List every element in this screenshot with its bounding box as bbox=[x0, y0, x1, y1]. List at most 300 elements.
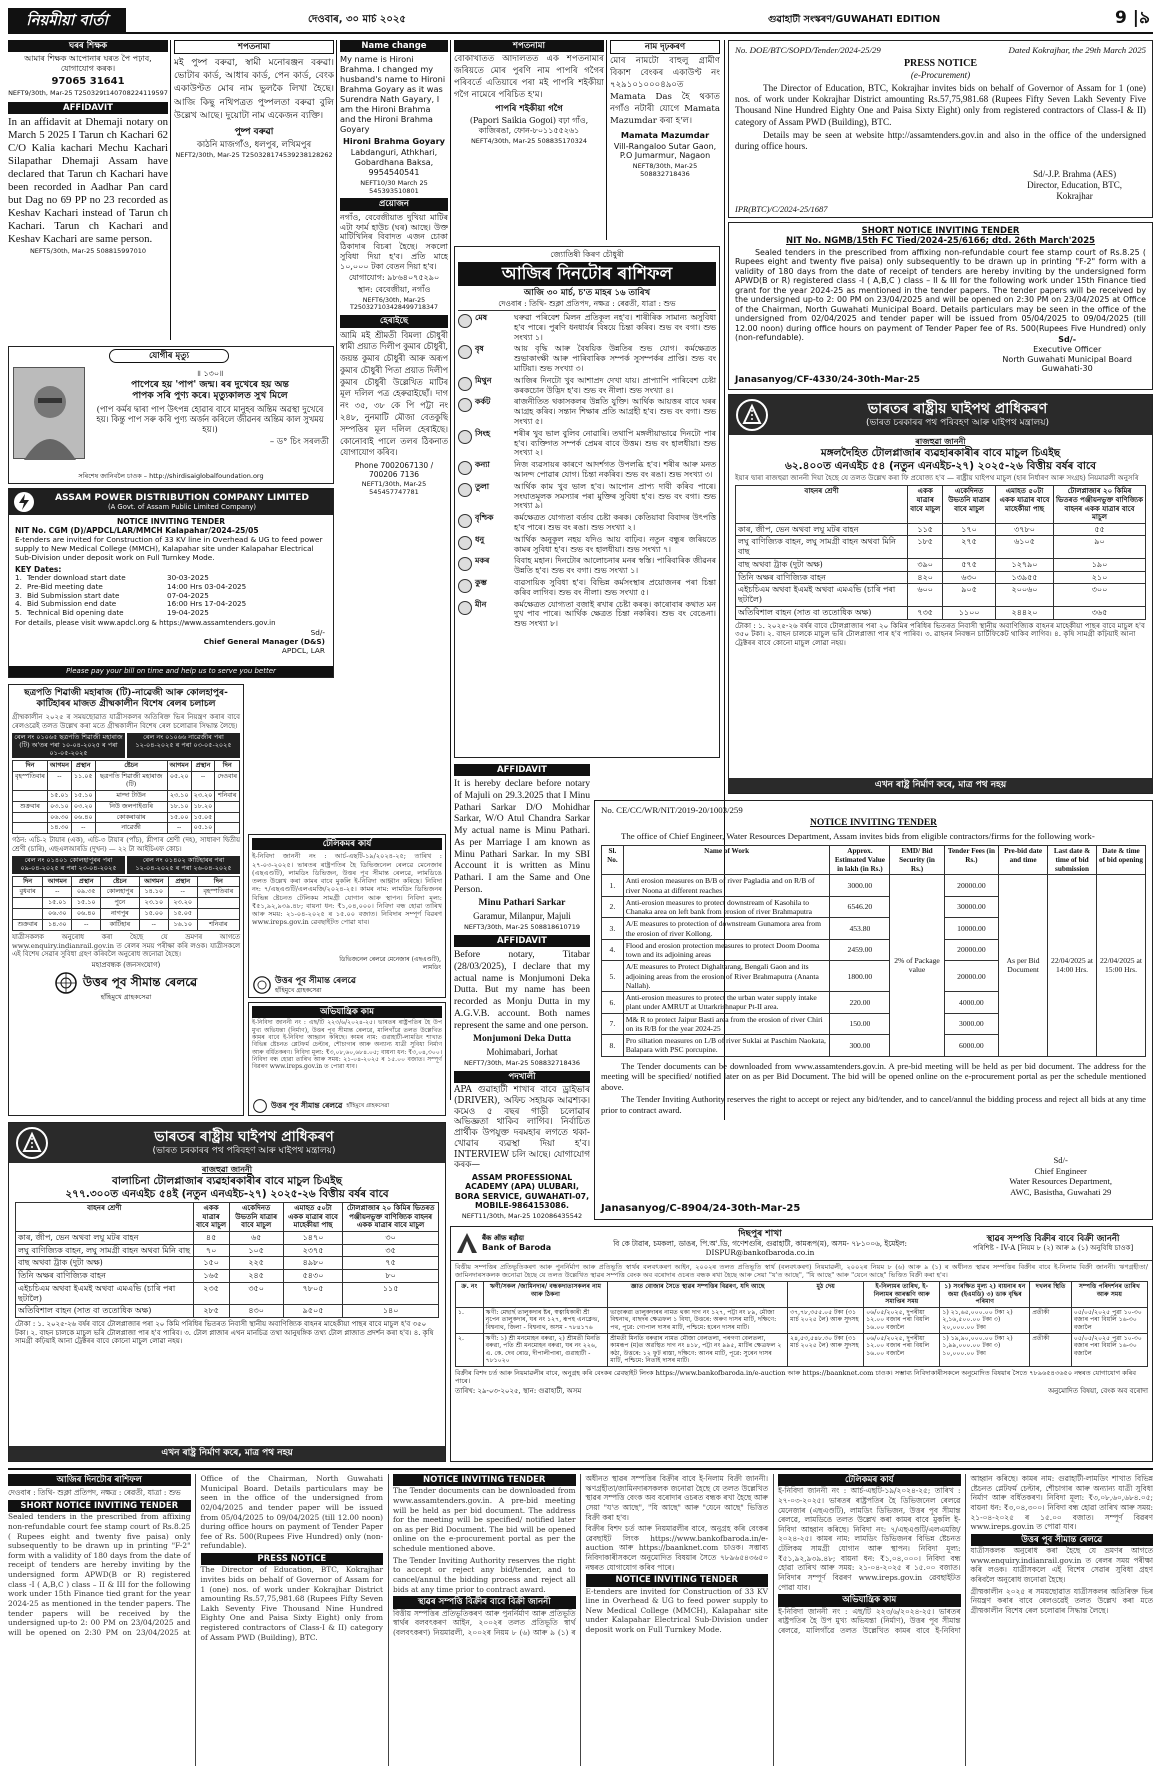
press-notice-number: No. DOE/BTC/SOPD/Tender/2024-25/29 bbox=[735, 45, 881, 55]
serial-cell: 5. bbox=[602, 961, 624, 992]
work-name-cell: A/E measures to Protect Dighaltarang, Bengali Gaon and its adjoining areas from the erosion of River Brahmaputra (Ananta Nallah). bbox=[623, 961, 830, 992]
table-cell: অতিবিশাল বাহন (সাত বা ততোধিক অক্ষ) bbox=[736, 606, 908, 619]
apdcl-key-dates: KEY Dates: bbox=[15, 564, 62, 574]
tender-fee-cell: 20000.00 bbox=[944, 875, 998, 897]
classified-col-4 bbox=[454, 40, 604, 240]
table-cell: কোলহাপুৰ bbox=[101, 887, 140, 898]
table-cell: ২৮৫ bbox=[193, 1305, 229, 1318]
horoscope-entry bbox=[458, 313, 716, 342]
bank-intro: বিত্তীয় সম্পত্তিৰ প্ৰতিভূতিকৰণ আৰু পুনৰ্নিৰ্মাণ আৰু প্ৰতিভূতি স্বাৰ্থৰ বলবৎকৰণ আইন, ২০০২ৰ তলত প্ৰতিভূতি স্বাৰ্থ (বলবৎকৰণ) নিয়মাৱলী, ২০০২ৰ নিয়ম ৮ (৬) আৰু ৯ (১) ৰ অধীনত স্থাৱৰ সম্পত্তিৰ বিক্ৰীৰ বাবে ই-নিলাম বিক্ৰী জাননী। ঋণগ্ৰহীতা/জামিনদাৰসকলক জনোৱা হৈছে যে তলত উল্লেখিত স্থাৱৰ সম্পত্তি বেংক অব বৰোদাৰ ওচৰত বন্ধক ৰখা হৈছে আৰু সেয়া "য'ত আছে", "যি আছে" আৰু "যেনে আছে" ভিত্তিত বিক্ৰী কৰা হ'ব। bbox=[455, 1262, 1148, 1279]
wrd-paragraph-2: The Tender Inviting Authority reserves the right to accept or reject any bid/tender, and to cancel/annul the bidding process and reject all bids at any time prior to contract award. bbox=[601, 1094, 1146, 1115]
table-cell: ৩৭,৭৮,৩৫৫.০৫ টকা (৩১ মাৰ্চ ২০২৫ লৈ) আৰু সুদসহ bbox=[788, 1307, 864, 1333]
table-header: মুঠ দেয় bbox=[788, 1282, 864, 1308]
affidavit-text: It is hereby declare before notary of Majuli on 29.3.2025 that I Minu Pathari Sarkar D/O Mohidhar Sarkar, W/O Atul Chandra Sarkar My actual name is Minu Pathari. As per Marriage I am known as Minu Pathari Sarkar. In my SBI Account it is written as Minu Pathari. I am the Same and One Person. bbox=[454, 778, 590, 895]
affidavit-name: Monjumoni Deka Dutta bbox=[472, 1033, 572, 1045]
table-cell: তিনি অক্ষৰ বাণিজ্যিক বাহন bbox=[16, 1270, 194, 1283]
table-cell: ০৫.২০ bbox=[167, 772, 191, 791]
key-date-index: 2. bbox=[15, 581, 22, 591]
zodiac-name: মেষ bbox=[475, 313, 487, 323]
table-header: এমাহত ৫০টা একক যাত্ৰাৰ বাবে মাহেকীয়া পাছ bbox=[996, 486, 1054, 523]
table-cell: ২২৫ bbox=[229, 1257, 283, 1270]
bottom-bank-foot: বিক্ৰীৰ বিশদ চৰ্ত আৰু নিয়মাৱলীৰ বাবে, অনুগ্ৰহ কৰি বেংকৰ ৱেবছাইট লিংক https://www.bankofbaroda.in/e-auction আৰু https://baanknet.com চাওক। সম্ভাব্য নিবিদাকাৰীসকলে অনুমোদিত বিষয়াৰ সৈতে ৭৮৯৬৫৪৩৬৫০ নম্বৰত যোগাযোগ কৰিব পাৰে। bbox=[585, 1524, 768, 1572]
oath-name: পাপৰি শইকীয়া গগৈ bbox=[495, 103, 563, 114]
need-phone: যোগাযোগ: ৯৮৬৪০৭৫২৯০ bbox=[348, 273, 440, 283]
table-row bbox=[736, 558, 1146, 571]
table-header: প্ৰস্থান bbox=[191, 761, 215, 772]
table-cell: -- bbox=[191, 772, 215, 791]
estimate-cell: 1800.00 bbox=[830, 961, 890, 992]
press-notice-signatory: Sd/-J.P. Brahma (AES) bbox=[1033, 169, 1117, 179]
table-header: Date & time of bid opening bbox=[1097, 846, 1146, 875]
table-cell: ১) ১৯,৯০,০০০.০০ টকা ২) ১,৯৯,০০০.০০ টকা ৩) ১০,০০০.০০ টকা bbox=[940, 1333, 1030, 1366]
railway-telecom-tender bbox=[248, 834, 446, 998]
affidavit-text: Before notary, Titabar (28/03/2025), I declare that my actual name is Monjumoni Deka Dutta. But my name has been recorded as Monju Dutta in my A.G.V.B. account. Both names represent the same and one person. bbox=[454, 949, 590, 1031]
rail-tagline: হাঁহিমুখে গ্ৰাহকসেৱা bbox=[100, 992, 152, 1001]
name-change-address: Labdanguri, Athkhari, Gobardhana Baksa, 9954540541 bbox=[350, 148, 438, 177]
train-header: ৰেল নং ০১০৬৬ নাৱেজীৰ পৰা ১২-০৪-২০২৫ ৰ পৰা ০৩-০৫-২০২৫ bbox=[127, 733, 240, 759]
wrd-ref: Janasanyog/C-8904/24-30th-Mar-25 bbox=[601, 1202, 801, 1214]
table-header: বাহনৰ শ্ৰেণী bbox=[736, 486, 908, 523]
zodiac-name: সিংহ bbox=[475, 428, 491, 438]
table-cell: নাগপুৰ bbox=[101, 909, 140, 920]
table-cell: ১৮.১০ bbox=[167, 801, 191, 812]
zodiac-icon bbox=[458, 557, 472, 571]
oath-ref: NEFT2/30th, Mar-25 T250328174539238128262 bbox=[175, 150, 333, 159]
apdcl-designation: Chief General Manager (D&S) bbox=[203, 636, 325, 646]
table-cell: বাছ অথবা ট্ৰাক (দুটা অক্ষ) bbox=[16, 1257, 194, 1270]
table-header: আগমন bbox=[167, 761, 191, 772]
table-cell: ২. bbox=[456, 1333, 484, 1366]
bottom-tender-heading: SHORT NOTICE INVITING TENDER bbox=[8, 1500, 191, 1512]
need-text: নগাঁও, বেবেজীয়াত দুখিয়া মাটিৰ এটা ফাৰ্ম হাউচ (ঘৰ) আছে। উক্ত মাটিখিনিৰ বিবাদত এজন চোকা ঠিকাদাৰ বিচৰা হৈছে। সকলো সুবিধা দিয়া হ'ব। প্ৰতি মাহে ১০,০০০ টকা বেতন দিয়া হ'ব। bbox=[340, 212, 448, 271]
apdcl-nit: NOTICE INVITING TENDER bbox=[116, 517, 226, 526]
horoscope-entry bbox=[458, 578, 716, 598]
name-confirm-ref: NEFT8/30th, Mar-25 508832718436 bbox=[632, 162, 698, 178]
work-name-cell: Flood and erosion protection measures to protect Doom Dooma town and its adjoining areas bbox=[623, 939, 830, 961]
wrd-tender-table bbox=[601, 845, 1146, 1057]
toll-rate-table bbox=[15, 1202, 439, 1318]
table-row bbox=[16, 1305, 439, 1318]
oath-text: বোকাখাতত আদালতত এক শপতনামাৰ জৰিয়তে মোৰ পুৰণি নাম পাপৰি গগৈৰ পৰিবৰ্তে এতিয়াৰে পৰা মই পাপৰি শইকীয়া গগৈ নামেৰে পৰিচিত হ'ম। bbox=[454, 54, 604, 100]
table-header: দিন bbox=[215, 761, 240, 772]
key-date-value: 16:00 Hrs 17-04-2025 bbox=[167, 599, 247, 609]
table-cell: ০৬.৪০ bbox=[72, 909, 101, 920]
table-header: ক্ৰ. নং bbox=[456, 1282, 484, 1308]
table-cell: ১৫.০০ bbox=[167, 812, 191, 823]
bottom-apdcl-heading: NOTICE INVITING TENDER bbox=[586, 1574, 769, 1586]
nhai-footer: এখন ৰাষ্ট্ৰ নিৰ্মাণ কৰে, মাত্ৰ পথ নহয় bbox=[9, 1446, 445, 1461]
table-cell: কাৰ, জীপ, ভেন অথবা লঘু মটৰ বাহন bbox=[736, 523, 908, 536]
rail-notice-title: ছত্ৰপতি শিৱাজী মহাৰাজ (টি)-নাৱেজী আৰু কোলহাপুৰ-কাটিহাৰৰ মাজত গ্ৰীষ্মকালীন বিশেষ ৰেলৰ চলাচল bbox=[24, 688, 228, 710]
short-notice-number: NIT No. NGMB/15th FC Tied/2024-25/6166; dtd. 26th March'2025 bbox=[785, 236, 1096, 247]
horoscope-kicker: জ্যোতিষী কিৰণ চৌধুৰী bbox=[550, 250, 624, 259]
emd-cell: 2% of Package value bbox=[890, 875, 944, 1056]
key-date-value: 14:00 Hrs 03-04-2025 bbox=[167, 581, 247, 591]
bottom-bank-text: বিত্তীয় সম্পত্তিৰ প্ৰতিভূতিকৰণ আৰু পুনৰ্নিৰ্মাণ আৰু প্ৰতিভূতি স্বাৰ্থৰ বলবৎকৰণ আইন, ২০০২ৰ তলত প্ৰতিভূতি স্বাৰ্থ (বলবৎকৰণ) নিয়মাৱলী, ২০০২ৰ নিয়ম ৮ (৬) আৰু ৯ (১) ৰ অধীনত স্থাৱৰ সম্পত্তিৰ বিক্ৰীৰ বাবে ই-নিলাম বিক্ৰী জাননী। ঋণগ্ৰহীতা/জামিনদাৰসকলক জনোৱা হৈছে যে তলত উল্লেখিত স্থাৱৰ সম্পত্তি বেংক অব বৰোদাৰ ওচৰত বন্ধক ৰখা হৈছে আৰু সেয়া "য'ত আছে", "যি আছে" আৰু "যেনে আছে" ভিত্তিত বিক্ৰী কৰা হ'ব। bbox=[393, 1474, 768, 1637]
affidavit-ref: NEFT5/30th, Mar-25 508815997010 bbox=[29, 246, 147, 255]
short-notice-sd: Sd/- bbox=[1058, 335, 1077, 344]
serial-cell: 1. bbox=[602, 875, 624, 897]
table-header: ষ্টেচন bbox=[95, 761, 167, 772]
key-date-label: Pre-Bid meeting date bbox=[27, 581, 103, 591]
table-cell bbox=[13, 790, 48, 801]
table-cell: বৃহস্পতিবাৰ bbox=[197, 887, 239, 898]
tender-fee-cell: 30000.00 bbox=[944, 896, 998, 918]
table-cell: মাল্দা টাউন bbox=[95, 790, 167, 801]
affidavit-ref: NEFT7/30th, Mar-25 508832718436 bbox=[463, 1058, 581, 1067]
zodiac-name: ধনু bbox=[475, 534, 485, 544]
table-cell: ৯৫০৫ bbox=[283, 1305, 343, 1318]
wrd-department: Water Resources Department, bbox=[1009, 1176, 1112, 1187]
table-row bbox=[13, 801, 240, 812]
table-row bbox=[16, 1270, 439, 1283]
horoscope-entry bbox=[458, 482, 716, 511]
table-header: প্ৰস্থান bbox=[71, 761, 95, 772]
key-date-value: 19-04-2025 bbox=[167, 608, 209, 618]
railway-logo-icon bbox=[253, 1099, 267, 1113]
wrd-notice-title: NOTICE INVITING TENDER bbox=[809, 817, 938, 828]
table-cell: ১৬.১০ bbox=[168, 919, 197, 930]
estimate-cell: 300.00 bbox=[830, 1035, 890, 1057]
table-header: EMD/ Bid Security (in Rs.) bbox=[890, 846, 944, 875]
estimate-cell: 220.00 bbox=[830, 992, 890, 1014]
table-cell: লঘু বাণিজ্যিক বাহন, লঘু সামগ্ৰী বাহন অথবা মিনি বাছ bbox=[736, 536, 908, 559]
ad-text: আমাৰ শিক্ষক আপোনাৰ ঘৰত পৈ পঢ়াব, যোগাযোগ কৰক। bbox=[24, 54, 152, 74]
table-cell: ১৫০ bbox=[193, 1257, 229, 1270]
key-date-row bbox=[15, 609, 327, 618]
affidavit-name: Minu Pathari Sarkar bbox=[478, 897, 566, 909]
zodiac-icon bbox=[458, 536, 472, 550]
table-cell: ২৩৭৫ bbox=[283, 1244, 343, 1257]
table-cell: ১৫.০৫ bbox=[168, 909, 197, 920]
table-cell: ০৬/০৫/২০২৫, দুপৰীয়া ১২.০০ বজাৰ পৰা বিয়লি ১৬.০০ বজালৈ bbox=[864, 1307, 940, 1333]
key-date-value: 30-03-2025 bbox=[167, 573, 209, 583]
bottom-wrd-text: The Tender documents can be downloaded from www.assamtenders.gov.in. A pre-bid meeting will be held as per bid document. The address for the meeting will be specified/ notified later on as per Bid Document. The bid will be opened online on the e-procurement portal as per the schedule mentioned above. bbox=[393, 1486, 576, 1554]
nhai-kicker: ৰাজহুৱা জাননী bbox=[915, 436, 966, 446]
portrait-photo bbox=[13, 367, 85, 459]
key-date-index: 4. bbox=[15, 599, 22, 609]
press-notice-place: Kokrajhar bbox=[1056, 190, 1093, 201]
zodiac-name: কুম্ভ bbox=[475, 578, 487, 588]
verse-author: – ড° চিং সৰলতী bbox=[269, 436, 329, 447]
zodiac-icon bbox=[458, 514, 472, 528]
table-cell: ছত্ৰপতি শিৱাজী মহাৰাজ (টি) bbox=[95, 772, 167, 791]
table-cell: ৯০৫ bbox=[943, 584, 996, 607]
table-cell: প্ৰতীকী bbox=[1030, 1333, 1072, 1366]
serial-cell: 2. bbox=[602, 896, 624, 918]
wrd-designation: Chief Engineer bbox=[1034, 1165, 1087, 1176]
lost-doc-heading: হেৰাইছে bbox=[340, 315, 448, 327]
ad-ref: NEFT9/30th, Mar-25 T250329t140708224119597 bbox=[8, 89, 168, 98]
apdcl-date-list bbox=[15, 574, 327, 618]
zodiac-name: বৃশ্চিক bbox=[475, 513, 494, 523]
affidavit-address: Garamur, Milanpur, Majuli bbox=[473, 911, 571, 922]
nhai-logo-icon bbox=[735, 398, 769, 432]
rail-body: যাত্ৰীসকলক অনুৰোধ কৰা হৈছে যে ভ্ৰমণৰ আগতে www.enquiry.indianrail.gov.in ত ৰেলৰ সময় পৰীক্ষা কৰি লওক। যাত্ৰীসকলে এই বিশেষ সেৱাৰ সুবিধা গ্ৰহণ কৰিবলৈ অনুৰোধ জনোৱা হৈছে। bbox=[12, 932, 240, 959]
table-header: টোলপ্লাজাৰ ২০ কিমিৰ ভিতৰত পঞ্জীয়নভুক্ত বাণিজ্যিক বাহনৰ একক যাত্ৰাৰ বাবে মাচুল bbox=[343, 1203, 439, 1232]
zodiac-name: কন্যা bbox=[475, 460, 490, 470]
verse-meaning: (পাপ কৰ্মৰ দ্বাৰা পাপ উৎপন্ন হোৱাৰ বাবে মানুহৰ অন্তিম অৱস্থা দুখেৰে হয়। কিন্তু পাপ সৰু কৰি পুণ্য অৰ্জন কৰিলে জীৱনৰ অন্তিম কাল সুখময় হয়।) bbox=[96, 404, 324, 435]
table-header: Sl. No. bbox=[602, 846, 624, 875]
table-cell: ১৪.৩০ bbox=[47, 823, 71, 834]
table-header: এমাহত ৫০টা একক যাত্ৰাৰ বাবে মাহেকীয়া পাছ bbox=[283, 1203, 343, 1232]
table-cell: ৩০ bbox=[343, 1231, 439, 1244]
key-date-index: 1. bbox=[15, 573, 22, 583]
table-row bbox=[13, 812, 240, 823]
table-header: ষ্টেচন bbox=[101, 876, 140, 887]
rail-notice-intro: গ্ৰীষ্মকালীন ২০২৫ ৰ সময়ছোৱাত যাত্ৰীসকলৰ অতিৰিক্ত ভিৰ নিয়ন্ত্ৰণ কৰাৰ বাবে ৰেলওৱেই তলত উল্লেখ কৰা মতে গ্ৰীষ্মকালীন বিশেষ ৰেল চলোৱাৰ সিদ্ধান্ত লৈছে। bbox=[12, 712, 240, 730]
bank-branch: দিছপুৰ শাখা bbox=[738, 1229, 782, 1239]
serial-cell: 3. bbox=[602, 918, 624, 940]
table-header: ঋণী/সকল /জামিনদাৰ/ বন্ধকদাতাসকলৰ নাম আৰু ঠিকনা bbox=[483, 1282, 608, 1308]
table-header: দিন bbox=[13, 761, 48, 772]
apdcl-logo-icon bbox=[13, 491, 35, 513]
verse-line-2: পাপক সৰি পুণ্য কৰে। মৃত্যুকালত সুখ মিলে bbox=[132, 389, 288, 401]
table-cell: ১৫.০১ bbox=[47, 790, 71, 801]
table-cell: প্ৰতীকী bbox=[1030, 1307, 1072, 1333]
key-date-label: Technical Bid opening date bbox=[27, 608, 124, 618]
table-cell: -- bbox=[168, 887, 197, 898]
table-cell: ২৩.১০ bbox=[139, 898, 168, 909]
table-cell: শনিবাৰ bbox=[215, 790, 240, 801]
table-header: আগমন bbox=[43, 876, 72, 887]
table-cell: ১১.০৫ bbox=[71, 772, 95, 791]
nhai-headline-2: ৬২.৪০০ত এনএইচ ৫৪ (নতুন এনএইচ-২৭) ২০২৫-২৬ বিত্তীয় বৰ্ষৰ বাবে bbox=[785, 459, 1096, 472]
table-row bbox=[736, 584, 1146, 607]
wrd-paragraph-1: The Tender documents can be downloaded from www.assamtenders.gov.in. A pre-bid meeting will be held as per bid document. The address for the meeting will be specified/ notified later on as per Bid Document. The bid will be opened online on the e-procurement portal as per the schedule mentioned above. bbox=[601, 1060, 1146, 1092]
table-cell: ৩৬৫ bbox=[1054, 606, 1146, 619]
rail-office: মহাপ্ৰবন্ধক (জনসংযোগ) bbox=[91, 961, 161, 970]
table-cell: -- bbox=[43, 887, 72, 898]
table-cell: ৩৫০ bbox=[229, 1282, 283, 1305]
zodiac-text: কৰ্মক্ষেত্ৰত যোগ্যতা বৰ্তাব চেষ্টা কৰক। কেতিয়াবা বিবাদৰ উৎপত্তি হ'ব পাৰে। শুভ বং ৰঙা। শুভ সংখ্যা ২। bbox=[514, 513, 716, 533]
job-address: ASSAM PROFESSIONAL ACADEMY (APA) ULUBARI, BORA SERVICE, GUWAHATI-07, MOBILE-9864153086. bbox=[454, 1172, 590, 1211]
telecom-office: ডিভিজনেল ৰেলৱে মেনেজাৰ (এছএণ্ডটি), লামডিং bbox=[339, 956, 441, 971]
oath-heading: শপতনামা bbox=[174, 40, 334, 54]
table-cell: ১৮.২০ bbox=[191, 801, 215, 812]
horoscope-title: আজিৰ দিনটোৰ ৰাশিফল bbox=[458, 262, 716, 287]
railway-logo-icon bbox=[55, 972, 77, 994]
telecom-body: ই-নিবিদা জাননী নং : আৰ্চ-এছটি-১৯/২০২৪-২৫; তাৰিখ : ২৭-০৩-২০২৫। ভাৰতৰ ৰাষ্ট্ৰপতিৰ হৈ ডিভিজনেল ৰেলৱে মেনেজাৰ (এছএণ্ডটি), লামডিং ডিভিজন, উত্তৰ পূব সীমান্ত ৰেলৱে, লামডিঙে তলত উল্লেখ কৰা কামৰ বাবে মুকলি ই-নিবিদা আহ্বান কৰিছে। নিবিদা নং: ৭/এছএণ্ডটি/এলএমজি/২০২৪-২৫। কামৰ নাম: লামডিং ডিভিজনৰ বিভিন্ন ষ্টেচনত টেলিকম সামগ্ৰী যোগান আৰু স্থাপন। নিবিদা মূল্য: ₹৫১,৯২,৯৩৯.৪৮; বায়না ধন: ₹১,০৪,০০০। নিবিদা বন্ধ হোৱা তাৰিখ আৰু সময়: ২১-০৪-২০২৫ ৰ ১৫.০০ বজাত। নিবিদাৰ সম্পূৰ্ণ বিৱৰণ www.ireps.gov.in ৱেবছাইটত পোৱা যাব। bbox=[252, 852, 442, 927]
table-cell: ৪৯৮০ bbox=[283, 1257, 343, 1270]
table-cell: ০৫/০৫/২০২৫ পুৱা ১০-৩০ বজাৰ পৰা বিয়লি ১৬-৩০ বজালৈ bbox=[1071, 1333, 1147, 1366]
table-cell: এইচচিএম অথবা ইএমই অথবা এমএভি (চাৰি পৰা ছটালৈ) bbox=[736, 584, 908, 607]
bank-brand: Bank of Baroda bbox=[482, 1242, 552, 1252]
bottom-tender-text: Sealed tenders in the prescribed from affixing non-refundable court fee stamp court of Rs.8.25 ( Rupees eight and twenty five paisa) only subsequently to be drawn up in printing "F-2" form with a validity of 180 days from the date of receipt of tenders are hereby inviting by the undersigned form APWD(B or R) registered class -I ( A,B,C ) class – II & III for the following work under 15th Finance tied grant for the year 2024-25 as mentioned in the tender papers. The tender papers will be received by the undersigned up-to 2: 00 PM on 23/04/2025 and will be opened on 2:30 PM on 23/04/2025 at Office of the Chairman, North Guwahati Municipal Board. Details particulars may be seen in the office of the undersigned from 02/04/2025 and tender paper will be issued from 05/04/2025 to 09/04/2025 (till 12.00 noon) during office hours on payment of Tender Paper fee of Rs. 500(Rupees Five Hundred) only (non-refundable). bbox=[8, 1474, 383, 1637]
name-change-name: Hironi Brahma Goyary bbox=[343, 136, 445, 147]
nhai-headline: বালাচিনা টোলপ্লাজাৰ ব্যৱহাৰকাৰীৰ বাবে মাচুল চিএইছ bbox=[112, 1174, 342, 1187]
zodiac-icon bbox=[458, 461, 472, 475]
lost-doc-phone: Phone 7002067130 / 700206 7136 bbox=[354, 461, 434, 480]
table-cell: ২৪৫ bbox=[229, 1270, 283, 1283]
wrd-sd: Sd/- bbox=[1053, 1155, 1068, 1166]
wrd-address: AWC, Basistha, Guwahati 29 bbox=[1010, 1186, 1112, 1197]
engineering-brand: উত্তৰ পূব সীমান্ত ৰেলৱে bbox=[271, 1101, 343, 1111]
name-change-text: My name is Hironi Brahma. I changed my husband's name to Hironi Brahma Goyary as it was Surendra Nath Gayary, I am the Hironi Brahma and the Hironi Brahma Goyary bbox=[340, 54, 446, 135]
table-cell: ১০৫ bbox=[229, 1244, 283, 1257]
bank-footer: বিক্ৰীৰ বিশদ চৰ্ত আৰু নিয়মাৱলীৰ বাবে, অনুগ্ৰহ কৰি বেংকৰ ৱেবছাইট লিংক https://www.bankofbaroda.in/e-auction আৰু https://baanknet.com চাওক। সম্ভাব্য নিবিদাকাৰীসকলে অনুমোদিত বিষয়াৰ সৈতে ৭৮৯৬৫৪৩৬৫০ নম্বৰত যোগাযোগ কৰিব পাৰে। bbox=[455, 1368, 1137, 1385]
affidavit-address: Mohimabari, Jorhat bbox=[486, 1046, 558, 1057]
table-row bbox=[456, 1333, 1148, 1366]
name-confirm-name: Mamata Mazumdar bbox=[620, 129, 710, 140]
table-cell: ৭৮০৫ bbox=[283, 1282, 343, 1305]
table-header: দিন bbox=[13, 876, 43, 887]
page-number: 9 |৯ bbox=[1115, 8, 1150, 28]
table-header: দিন bbox=[197, 876, 239, 887]
work-name-cell: Anti erosion measures on B/B of river Pagladia and on R/B of river Noona at different reaches bbox=[623, 875, 830, 897]
work-name-cell: Anti-erosion measures to protect the urban water supply intake plant under AMRUT at Uttarkrishnapur Pt-II area. bbox=[623, 992, 830, 1014]
table-cell bbox=[215, 801, 240, 812]
horoscope-entry bbox=[458, 429, 716, 458]
train-schedule-table bbox=[12, 876, 240, 931]
bottom-rail-notice-intro: গ্ৰীষ্মকালীন ২০২৫ ৰ সময়ছোৱাত যাত্ৰীসকলৰ অতিৰিক্ত ভিৰ নিয়ন্ত্ৰণ কৰাৰ বাবে ৰেলওৱেই তলত উল্লেখ কৰা মতে গ্ৰীষ্মকালীন বিশেষ ৰেল চলোৱাৰ সিদ্ধান্ত লৈছে। bbox=[970, 1586, 1153, 1615]
table-row bbox=[13, 823, 240, 834]
bottom-press-text: The Director of Education, BTC, Kokrajhar invites bids on behalf of Governor of Assam for 1 (one) nos. of work under Kokrajhar District amounting Rs.57,75,981.68 (Rupees Fifty Seven Lakh Seventy Five Thousand Nine Hundred Eighty One and Paisa Sixty Eight) only from registered contractors of Class-I & II) category of Assam PWD (Building), BTC. bbox=[200, 1565, 383, 1642]
newspaper-logo: নিয়মীয়া বাৰ্তা bbox=[8, 8, 126, 32]
table-cell: ১৩৯৫৫ bbox=[996, 571, 1054, 584]
table-header: একেদিনত উভতনি যাত্ৰাৰ বাবে মাচুল bbox=[229, 1203, 283, 1232]
table-cell: ভাড়াৰুৱা তালুকদাৰৰ নামত থকা দাগ নং ১২৭, পট্টা নং ৮৯, মৌজা বিশ্বনাথ, বাছদৰ ক্ষেত্ৰফল ১ বিঘা, উত্তৰে: অৰুণ দাসৰ মাটি, দক্ষিণে: পথ, পূৱে: গোপাল দাসৰ মাটি, পশ্চিমে: হৰেন দাসৰ মাটি। bbox=[608, 1307, 788, 1333]
zodiac-text: বিবাহ মহান। দিনটোৰ আলোচনাৰ মনৰ স্বস্তি। পাৰিবাৰিক জীৱনৰ উন্নতি হ'ব। শুভ বং বগা। শুভ সংখ্যা ১। bbox=[514, 556, 716, 576]
work-name-cell: Anti-erosion measures to protect downstream of Kasohila to Chanaka area on left bank from erosion of river Brahmaputra bbox=[623, 896, 830, 918]
oath-text: মই পুষ্প বৰুৱা, স্বামী মনোৰঞ্জন বৰুৱা। ভোটাৰ কাৰ্ড, আধাৰ কাৰ্ড, পেন কাৰ্ড, বেংক একাউণ্টত মোৰ নাম ভুলকৈ লিখা হৈছে। আজি কিছু নথিপত্ৰত পুষ্পলতা বৰুৱা বুলি উল্লেখ আছে। দুয়োটা নাম একেজন ব্যক্তি। bbox=[174, 58, 334, 121]
bottom-bank-heading: স্থাৱৰ সম্পত্তি বিক্ৰীৰ বাবে বিক্ৰী জাননী bbox=[393, 1596, 576, 1608]
affidavit-heading: AFFIDAVIT bbox=[454, 935, 590, 947]
table-cell: ৬৫ bbox=[229, 1231, 283, 1244]
horoscope-entry bbox=[458, 344, 716, 373]
table-cell: -- bbox=[139, 919, 168, 930]
tender-fee-cell: 3000.00 bbox=[944, 1013, 998, 1035]
wrd-intro: The office of Chief Engineer, Water Resources Department, Assam invites bids from eligible contractors/firms for the following work- bbox=[621, 831, 1095, 842]
table-header: Tender Fees (in Rs.) bbox=[944, 846, 998, 875]
table-row bbox=[16, 1231, 439, 1244]
table-header: একেদিনত উভতনি যাত্ৰাৰ বাবে মাচুল bbox=[943, 486, 996, 523]
short-notice-body: Sealed tenders in the prescribed from affixing non-refundable court fee stamp court of Rs.8.25 ( Rupees eight and twenty five paisa) only subsequently to be drawn up in printing "F-2" form with a validity of 180 days from the date of receipt of tenders are hereby inviting by the undersigned form APWD(B or R) registered class -I ( A,B,C ) class – II & III for the following work under 15th Finance tied grant for the year 2024-25 as mentioned in the tender papers. The tender papers will be received by the undersigned up-to 2: 00 PM on 23/04/2025 and will be opened on 2:30 PM on 23/04/2025 at Office of the Chairman, North Guwahati Municipal Board. Details particulars may be seen in the office of the undersigned from 02/04/2025 and tender paper will be issued from 05/04/2025 to 09/04/2025 (till 12.00 noon) during office hours on payment of Tender Paper fee of Rs. 500(Rupees Five Hundred) only (non-refundable). bbox=[735, 247, 1146, 343]
table-row bbox=[13, 772, 240, 791]
prebid-cell: As per Bid Document bbox=[999, 875, 1048, 1056]
name-confirm-address: Vill-Rangaloo Sutar Gaon, P.O Jumarmur, Nagaon bbox=[613, 141, 717, 161]
lost-doc-text: আমি মই শ্ৰীমতী বিমলা চৌধুৰী স্বামী প্ৰয়াত দিলীপ কুমাৰ চৌধুৰী, জয়ন্ত কুমাৰ চৌধুৰী আৰু অৰূপ কুমাৰ চৌধুৰী পিতা প্ৰয়াত দিলীপ কুমাৰ চৌধুৰী উল্লেখিত মাটিৰ মূল দলিল পত্ৰ হেৰুৱাইছোঁ। দাগ নং ৩৫, ৩৮ কে পি পট্টা নং ২৪৮, নুনমাটি মৌজা বেতকুছি সম্পত্তিৰ মূল দলিল হেৰাইছে। কোনোবাই পালে তলৰ ঠিকনাত যোগাযোগ কৰিব। bbox=[340, 329, 448, 458]
tender-fee-cell: 20000.00 bbox=[944, 939, 998, 961]
bottom-horoscope-recap: দেওবাৰ : তিথি- শুক্লা প্ৰতিপদ, নক্ষত্ৰ : ৰেৱতী, যাত্ৰা : শুভ bbox=[8, 1488, 181, 1498]
table-cell: ৩০০ bbox=[1054, 584, 1146, 607]
nhai-logo-icon bbox=[15, 1126, 49, 1160]
zodiac-text: আয় বৃদ্ধি আৰু বৈষয়িক উন্নতিৰ শুভ যোগ। কৰ্মক্ষেত্ৰত শুভাকাংক্ষী আৰু পাৰিবাৰিক সম্পৰ্ক সুসম্পৰ্কৰ প্ৰাপ্তি। শুভ বং মাটিয়া। শুভ সংখ্যা ৩। bbox=[514, 344, 716, 374]
table-row bbox=[13, 919, 240, 930]
nhai-title: ভাৰতৰ ৰাষ্ট্ৰীয় ঘাইপথ প্ৰাধিকৰণ bbox=[867, 400, 1048, 417]
table-cell: ২১০ bbox=[1054, 571, 1146, 584]
verse-line-1: পাপেৰে হয় 'পাপ' জন্ম। ৰৰ দুখেৰে হয় অন্ত bbox=[131, 378, 289, 390]
horoscope-date: আজি ৩০ মাৰ্চ, চ'ত মাহৰ ১৬ তাৰিখ bbox=[523, 288, 651, 299]
table-cell: নাৱেজী bbox=[95, 823, 167, 834]
short-notice-place: Guwahati-30 bbox=[1041, 364, 1093, 374]
bank-address: বি কে টাৱাৰ, চমকলা, ডাঙৰ, পি.অ'.ডি, গণেশগুৰি, গুৱাহাটী, কামৰূপ(ম), অসম- ৭৮১০০৬, ইমেইল: DISPUR@bankofbaroda.co.in bbox=[613, 1238, 907, 1257]
name-change-heading: Name change bbox=[340, 40, 448, 52]
table-cell: ০৬.৩০ bbox=[43, 909, 72, 920]
masthead bbox=[8, 8, 1153, 34]
estimate-cell: 6546.20 bbox=[830, 896, 890, 918]
table-cell: -- bbox=[71, 823, 95, 834]
table-cell: ০৩.২০ bbox=[71, 801, 95, 812]
short-notice-tender bbox=[728, 222, 1153, 390]
table-cell: ২৩৫ bbox=[193, 1282, 229, 1305]
table-cell: ১১০০ bbox=[943, 606, 996, 619]
short-notice-designation: Executive Officer bbox=[1033, 344, 1102, 354]
nhai-subtitle: (ভাৰত চৰকাৰৰ পথ পৰিবহণ আৰু ঘাইপথ মন্ত্ৰালয়) bbox=[152, 1146, 336, 1157]
work-name-cell: Pro siltation measures on L/B of river Suklai at Paschim Naokata, Balapara with PSC porcupine. bbox=[623, 1035, 830, 1057]
zodiac-text: কৰ্মক্ষেত্ৰত যোগ্যতা বজাই ৰখাৰ চেষ্টা কৰক। কাৰোবাৰ কথাত মন দুখ পাব পাৰে। আৰ্থিক ক্ষেত্ৰত চিন্তা নকৰিব। শুভ বং বেঙেনা। শুভ সংখ্যা ৮। bbox=[514, 599, 716, 629]
column-rule bbox=[606, 40, 607, 240]
table-cell: -- bbox=[47, 772, 71, 791]
table-cell: লঘু বাণিজ্যিক বাহন, লঘু সামগ্ৰী বাহন অথবা মিনি বাছ bbox=[16, 1244, 194, 1257]
bank-logo-icon bbox=[455, 1231, 479, 1255]
rail-brand: উত্তৰ পূব সীমান্ত ৰেলৱে bbox=[82, 975, 198, 990]
zodiac-name: মকৰ bbox=[475, 556, 490, 566]
zodiac-text: ঘৰুৱা পৰিবেশ মিলন প্ৰতিকূল নহ'ব। শাৰীৰিক সামান্য অসুবিধা হ'ব পাৰে। পুৰণি ধনধাৰ্যৰ বিষয়ে চিন্তা কৰিব। শুভ বং বগা। শুভ সংখ্যা ১। bbox=[514, 313, 716, 342]
bottom-rail-text: ই-নিবিদা জাননী নং : আৰ্চ-এছটি-১৯/২০২৪-২৫; তাৰিখ : ২৭-০৩-২০২৫। ভাৰতৰ ৰাষ্ট্ৰপতিৰ হৈ ডিভিজনেল ৰেলৱে মেনেজাৰ (এছএণ্ডটি), লামডিং ডিভিজন, উত্তৰ পূব সীমান্ত ৰেলৱে, লামডিঙে তলত উল্লেখ কৰা কামৰ বাবে মুকলি ই-নিবিদা আহ্বান কৰিছে। নিবিদা নং: ৭/এছএণ্ডটি/এলএমজি/২০২৪-২৫। কামৰ নাম: লামডিং ডিভিজনৰ বিভিন্ন ষ্টেচনত টেলিকম সামগ্ৰী যোগান আৰু স্থাপন। নিবিদা মূল্য: ₹৫১,৯২,৯৩৯.৪৮; বায়না ধন: ₹১,০৪,০০০। নিবিদা বন্ধ হোৱা তাৰিখ আৰু সময়: ২১-০৪-২০২৫ ৰ ১৫.০০ বজাত। নিবিদাৰ সম্পূৰ্ণ বিৱৰণ www.ireps.gov.in ৱেবছাইটত পোৱা যাব। bbox=[778, 1486, 961, 1592]
apdcl-sd: Sd/- bbox=[310, 628, 325, 637]
table-cell bbox=[13, 898, 43, 909]
nhai-title: ভাৰতৰ ৰাষ্ট্ৰীয় ঘাইপথ প্ৰাধিকৰণ bbox=[154, 1128, 334, 1145]
table-cell: ৭৫ bbox=[343, 1257, 439, 1270]
serial-cell: 8. bbox=[602, 1035, 624, 1057]
oath-name: পুষ্প বৰুৱা bbox=[234, 126, 274, 137]
table-cell bbox=[197, 898, 239, 909]
tender-fee-cell: 4000.00 bbox=[944, 992, 998, 1014]
zodiac-icon bbox=[458, 314, 472, 328]
name-confirm-text: মোৰ নামটো বাহুলু গ্ৰামীণ বিকাশ বেংকৰ একাউণ্ট নং ৭২৯১০১০০০৪৯০ত Mamata Das হৈ থকাত নগাঁও নটাৰী যোগে Mamata Mazumdar কৰা হ'ল। bbox=[610, 56, 720, 126]
table-cell: ১৪.৩০ bbox=[43, 919, 72, 930]
nhai-subtitle: (ভাৰত চৰকাৰৰ পথ পৰিবহণ আৰু ঘাইপথ মন্ত্ৰালয়) bbox=[865, 418, 1050, 429]
railway-logo-icon bbox=[253, 976, 271, 994]
table-cell: ৩৯০ bbox=[908, 558, 943, 571]
table-cell: ০৫.১০ bbox=[191, 823, 215, 834]
auction-property-table bbox=[455, 1281, 1148, 1367]
affidavit-heading: AFFIDAVIT bbox=[454, 764, 590, 776]
table-cell bbox=[215, 812, 240, 823]
table-cell: ০৯.৩৫ bbox=[72, 887, 101, 898]
table-cell: ১৪.১০ bbox=[139, 887, 168, 898]
table-row bbox=[736, 571, 1146, 584]
bottom-apdcl-text: E-tenders are invited for Construction of 33 KV line in Overhead & UG to feed power supply to New Medical College (MMCH), Kalapahar site under Kalapahar Electrical Sub-Division under deposit work on Full Turnkey Mode. bbox=[585, 1586, 768, 1635]
bank-date-place: তাৰিখ: ২৯-০৩-২০২৫, স্থান: গুৱাহাটী, অসম bbox=[455, 1386, 582, 1395]
short-notice-office: North Guwahati Municipal Board bbox=[1002, 354, 1132, 364]
name-confirm-heading: নাম দৃঢ়কৰণ bbox=[610, 40, 720, 54]
toll-rate-table bbox=[735, 485, 1146, 619]
serial-cell: 7. bbox=[602, 1013, 624, 1035]
short-notice-title: SHORT NOTICE INVITING TENDER bbox=[861, 226, 1020, 236]
table-cell: ২৩.১০ bbox=[167, 790, 191, 801]
zodiac-icon bbox=[458, 601, 472, 615]
table-cell bbox=[13, 812, 48, 823]
horoscope-entry bbox=[458, 600, 716, 629]
railway-engineering-tender bbox=[248, 1002, 446, 1116]
table-cell: কোকৰাঝাৰ bbox=[95, 812, 167, 823]
train-header: ৰেল নং ০১৪০২ কাটিহাৰৰ পৰা ১২-০৪-২০২৫ ৰ পৰা ২৬-০৪-২০২৫ bbox=[127, 856, 240, 874]
table-cell: ৬০০ bbox=[908, 584, 943, 607]
bottom-wrd-heading: NOTICE INVITING TENDER bbox=[393, 1474, 576, 1486]
table-cell: ১২৭৯০ bbox=[996, 558, 1054, 571]
table-cell: কাটিহাৰ bbox=[101, 919, 140, 930]
table-header: ১) সংৰক্ষিত মূল্য ২) বায়নাৰ ধন জমা (ইএমডি) ৩) ডাক বৃদ্ধিৰ পৰিমাণ bbox=[940, 1282, 1030, 1308]
table-header: Pre-bid date and time bbox=[999, 846, 1048, 875]
table-cell: ২৪৪২০ bbox=[996, 606, 1054, 619]
apdcl-nit-number: NIT No. CGM (D)/APDCL/LAR/MMCH Kalapahar/2024-25/05 bbox=[15, 526, 259, 536]
apdcl-body: E-tenders are invited for Construction of 33 KV line in Overhead & UG to feed power supply to New Medical College (MMCH), Kalapahar site under Kalapahar Electrical Sub-Division under deposit work on Full Turnkey Mode. bbox=[15, 535, 323, 563]
key-date-label: Bid Submission end date bbox=[27, 599, 117, 609]
table-cell: তিনি অক্ষৰ বাণিজ্যিক বাহন bbox=[736, 571, 908, 584]
table-header: একক যাত্ৰাৰ বাবে মাচুল bbox=[908, 486, 943, 523]
